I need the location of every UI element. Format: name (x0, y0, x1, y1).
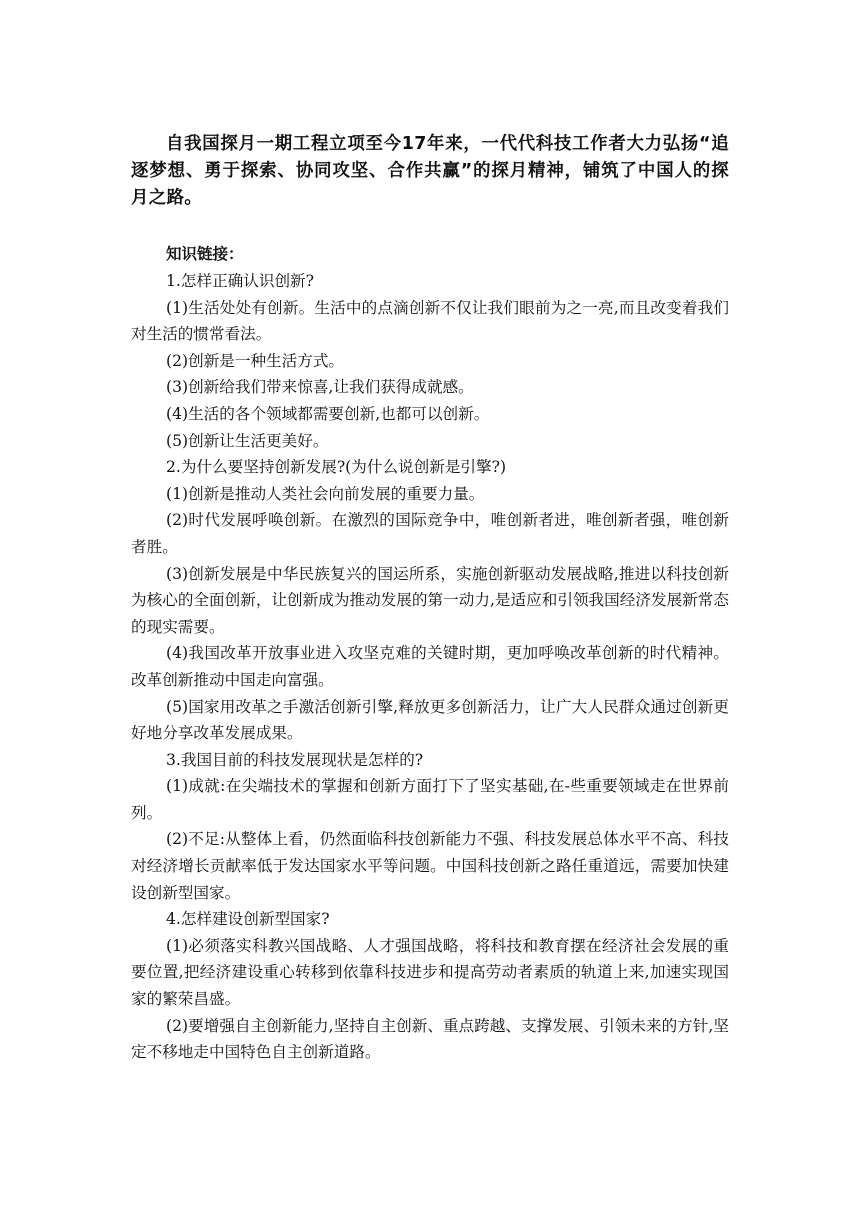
answer-3-2: (2)不足:从整体上看，仍然面临科技创新能力不强、科技发展总体水平不高、科技对经济增长贡献率低于发达国家水平等问题。中国科技创新之路任重道远，需要加快建设创新型国家。 (131, 830, 729, 902)
answer-2-4: (4)我国改革开放事业进入攻坚克难的关键时期，更加呼唤改革创新的时代精神。改革创新推动中国走向富强。 (131, 644, 729, 689)
answer-1-5: (5)创新让生活更美好。 (166, 431, 329, 450)
answer-1-3: (3)创新给我们带来惊喜,让我们获得成就感。 (166, 378, 474, 397)
answer-2-5: (5)国家用改革之手激活创新引擎,释放更多创新活力，让广大人民群众通过创新更好地分享改革发展成果。 (131, 697, 729, 743)
answer-3-1: (1)成就:在尖端技术的掌握和创新方面打下了坚实基础,在-些重要领域走在世界前列。 (131, 777, 729, 822)
answer-1-4: (4)生活的各个领域都需要创新,也都可以创新。 (166, 404, 490, 423)
question-4: 4.怎样建设创新型国家? (166, 910, 330, 929)
answer-2-1: (1)创新是推动人类社会向前发展的重要力量。 (166, 484, 485, 503)
answer-4-2: (2)要增强自主创新能力,坚持自主创新、重点跨越、支撑发展、引领未来的方针,坚定不移地走中国特色自主创新道路。 (131, 1016, 729, 1062)
question-2: 2.为什么要坚持创新发展?(为什么说创新是引擎?) (166, 458, 507, 477)
knowledge-heading: 知识链接： (166, 245, 244, 263)
answer-1-2: (2)创新是一种生活方式。 (166, 351, 345, 370)
knowledge-content (131, 268, 729, 1066)
answer-4-1: (1)必须落实科教兴国战略、人才强国战略，将科技和教育摆在经济社会发展的重要位置,把经济建设重心转移到依靠科技进步和提高劳动者素质的轨道上来,加速实现国家的繁荣昌盛。 (131, 936, 729, 1009)
answer-1-1: (1)生活处处有创新。生活中的点滴创新不仅让我们眼前为之一亮,而且改变着我们对生活的惯常看法。 (131, 298, 729, 344)
answer-2-3: (3)创新发展是中华民族复兴的国运所系，实施创新驱动发展战略,推进以科技创新为核心的全面创新，让创新成为推动发展的第一动力,是适应和引领我国经济发展新常态的现实需要。 (131, 564, 729, 636)
answer-2-2: (2)时代发展呼唤创新。在激烈的国际竞争中，唯创新者进，唯创新者强，唯创新者胜。 (131, 511, 729, 556)
question-3: 3.我国目前的科技发展现状是怎样的? (166, 750, 424, 769)
intro-paragraph: 自我国探月一期工程立项至今17年来，一代代科技工作者大力弘扬“追逐梦想、勇于探索、协同攻坚、合作共赢”的探月精神，铺筑了中国人的探月之路。 (131, 134, 729, 209)
question-1: 1.怎样正确认识创新? (166, 272, 314, 290)
